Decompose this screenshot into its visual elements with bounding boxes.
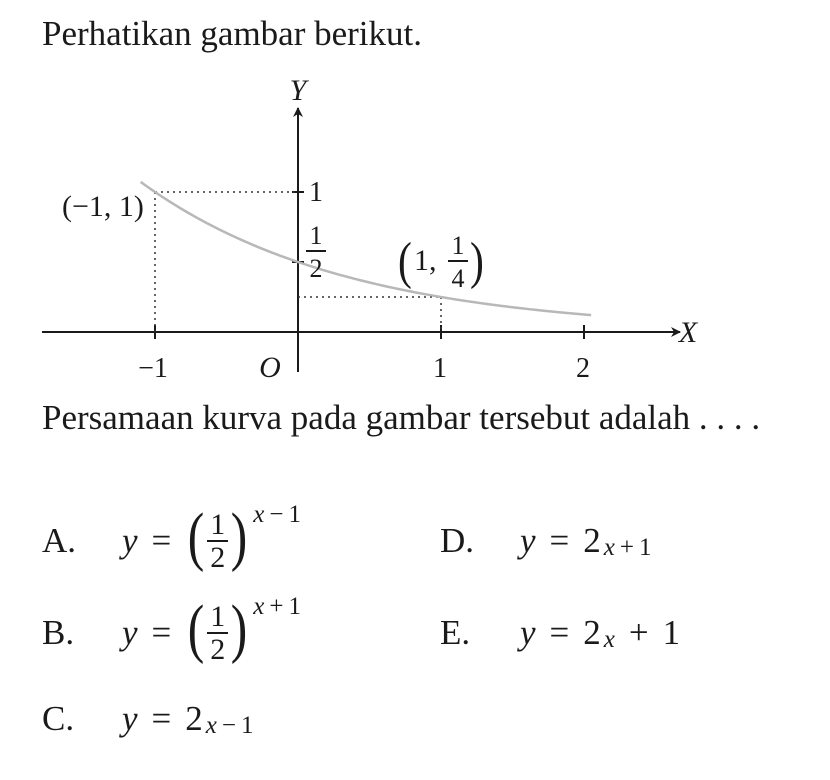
option-a-fraction: $\frac{1}{2}$ [207, 509, 228, 574]
point-b-frac-den: 4 [451, 264, 465, 293]
y-tick-label-half-num: 1 [309, 221, 323, 250]
option-c[interactable] [42, 674, 254, 764]
option-b-formula: y = ( $\frac{1}{2}$ ) x + 1 [122, 592, 301, 666]
x-axis-label: X [678, 316, 698, 349]
curve-line [141, 182, 591, 315]
option-e-exponent: x [603, 626, 615, 653]
option-d-letter: D. [440, 521, 475, 560]
x-tick-label-neg1: −1 [138, 353, 168, 384]
option-a-letter: A. [42, 521, 77, 560]
option-d[interactable] [440, 496, 652, 586]
point-b-label-prefix: 1, [414, 244, 437, 277]
option-e-formula: y = 2 x + 1 [520, 613, 681, 653]
option-c-exponent: x − 1 [205, 712, 254, 739]
y-axis-label: Y [289, 74, 307, 107]
option-e-letter: E. [440, 613, 471, 652]
option-b-fraction: $\frac{1}{2}$ [207, 601, 228, 666]
option-c-formula: y = 2 x − 1 [122, 699, 254, 739]
option-e[interactable] [440, 588, 680, 678]
y-tick-label-half-den: 2 [309, 254, 323, 283]
question-text: Persamaan kurva pada gambar tersebut adalah . . . . [42, 398, 761, 437]
y-tick-label-1: 1 [309, 177, 323, 208]
option-d-exponent: x + 1 [603, 534, 652, 561]
point-b-open-paren: ( [398, 232, 412, 291]
option-b-exponent: x + 1 [253, 592, 301, 620]
option-a-exponent: x − 1 [253, 500, 301, 528]
x-tick-label-2: 2 [576, 353, 590, 384]
problem-intro: Perhatikan gambar berikut. [42, 14, 423, 53]
point-b-frac-num: 1 [451, 231, 465, 260]
option-a-formula: y = ( $\frac{1}{2}$ ) x − 1 [122, 500, 301, 574]
point-a-label: (−1, 1) [62, 190, 144, 223]
option-b-letter: B. [42, 613, 75, 652]
option-d-formula: y = 2 x + 1 [520, 521, 652, 561]
point-b-close-paren: ) [470, 232, 484, 291]
origin-label: O [259, 351, 281, 384]
exponential-graph [0, 70, 830, 390]
option-b[interactable] [42, 588, 301, 678]
option-c-letter: C. [42, 699, 75, 738]
option-a[interactable] [42, 496, 301, 586]
x-tick-label-1: 1 [433, 353, 447, 384]
